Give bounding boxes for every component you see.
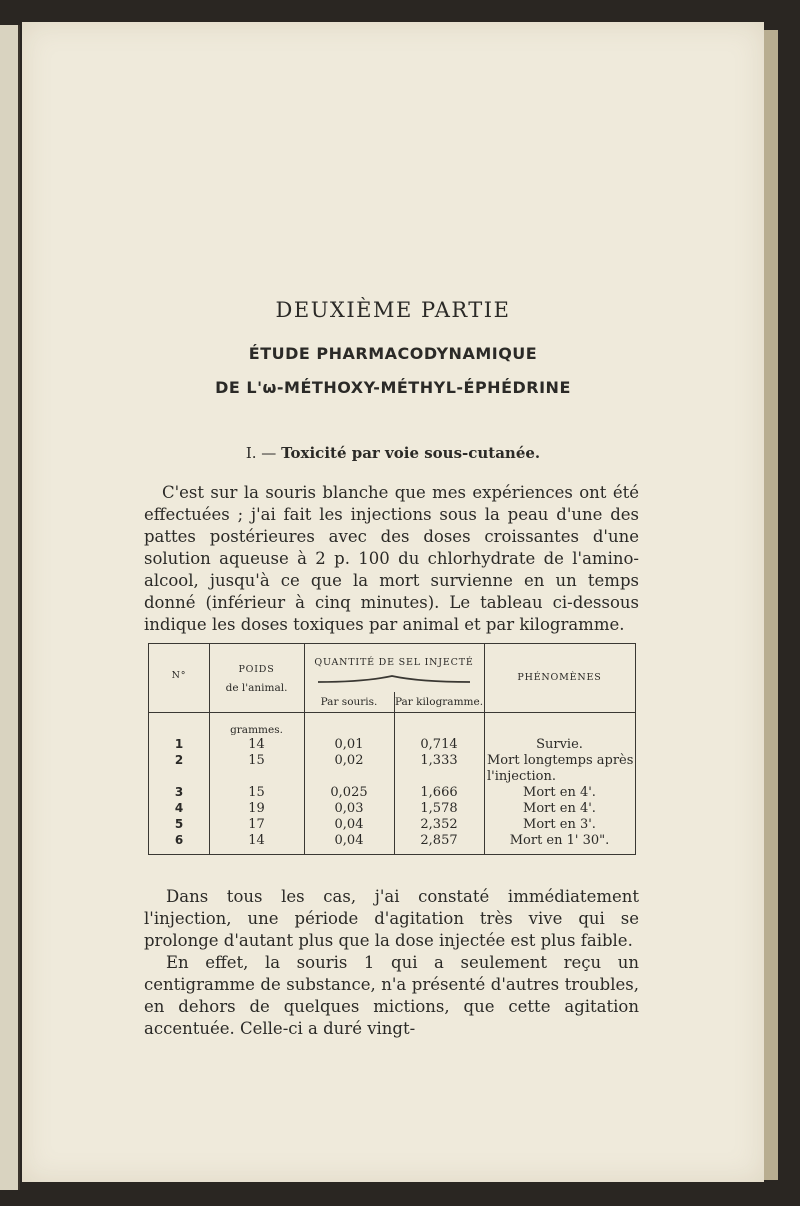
row-6-phen: Mort en 1' 30". bbox=[509, 833, 610, 848]
row-5-kg: 2,352 bbox=[420, 817, 458, 832]
row-4-phen: Mort en 4'. bbox=[523, 801, 596, 816]
row-1-no: 1 bbox=[174, 737, 184, 751]
book-page bbox=[22, 22, 764, 1182]
row-3-no: 3 bbox=[174, 785, 184, 799]
header-no: N° bbox=[171, 670, 187, 681]
row-1-kg: 0,714 bbox=[420, 737, 458, 752]
header-poids: POIDS bbox=[238, 664, 275, 675]
row-6-kg: 2,857 bbox=[420, 833, 458, 848]
row-6-no: 6 bbox=[174, 833, 184, 847]
toxicity-table bbox=[148, 643, 636, 855]
section-number: I. — bbox=[245, 444, 277, 462]
row-3-phen: Mort en 4'. bbox=[523, 785, 596, 800]
row-1-phen: Survie. bbox=[536, 737, 583, 752]
row-4-kg: 1,578 bbox=[420, 801, 458, 816]
header-phenomenes: PHÉNOMÈNES bbox=[517, 672, 602, 683]
row-5-no: 5 bbox=[174, 817, 184, 831]
subtitle-line-2: DE L'ω-MÉTHOXY-MÉTHYL-ÉPHÉDRINE bbox=[215, 378, 571, 397]
brace-ornament bbox=[304, 672, 484, 686]
row-4-poids: 19 bbox=[248, 801, 265, 816]
row-2-poids: 15 bbox=[248, 753, 265, 768]
header-par-kg: Par kilogramme. bbox=[394, 696, 484, 708]
row-5-poids: 17 bbox=[248, 817, 265, 832]
row-5-souris: 0,04 bbox=[334, 817, 364, 832]
section-heading bbox=[22, 444, 764, 462]
row-6-poids: 14 bbox=[248, 833, 265, 848]
row-6-souris: 0,04 bbox=[334, 833, 364, 848]
row-2-phen-cont: l'injection. bbox=[487, 769, 556, 784]
row-4-souris: 0,03 bbox=[334, 801, 364, 816]
row-1-souris: 0,01 bbox=[334, 737, 364, 752]
previous-page-edge bbox=[0, 25, 20, 1190]
paragraph-souris-1: En effet, la souris 1 qui a seulement reçu un centigramme de substance, n'a présenté d'autres troubles, en dehors de quelques mictions, que cette agitation accentuée. Celle-ci a duré vingt- bbox=[144, 953, 639, 1038]
row-2-phen: Mort longtemps après bbox=[487, 753, 634, 768]
paragraph-intro: C'est sur la souris blanche que mes expériences ont été effectuées ; j'ai fait les injections sous la peau d'une des pattes postérieures avec des doses croissantes d'une solution aqueuse à 2 p. 100 du chlorhydrate de l'amino-alcool, jusqu'à ce que la mort survienne en un temps donné (inférieur à cinq minutes). Le tableau ci-dessous indique les doses toxiques par animal et par kilogramme. bbox=[144, 483, 639, 634]
row-2-no: 2 bbox=[174, 753, 184, 767]
row-1-poids: 14 bbox=[248, 737, 265, 752]
row-3-souris: 0,025 bbox=[330, 785, 368, 800]
section-title: Toxicité par voie sous-cutanée. bbox=[281, 444, 541, 462]
paragraph-observations: Dans tous les cas, j'ai constaté immédiatement l'injection, une période d'agitation très vive qui se prolonge d'autant plus que la dose injectée est plus faible. bbox=[144, 887, 639, 950]
row-4-no: 4 bbox=[174, 801, 184, 815]
row-2-souris: 0,02 bbox=[334, 753, 364, 768]
row-3-poids: 15 bbox=[248, 785, 265, 800]
unit-grammes: grammes. bbox=[230, 724, 283, 736]
row-3-kg: 1,666 bbox=[420, 785, 458, 800]
row-2-kg: 1,333 bbox=[420, 753, 458, 768]
subtitle-line-1: ÉTUDE PHARMACODYNAMIQUE bbox=[248, 344, 538, 363]
header-poids-sub: de l'animal. bbox=[225, 682, 288, 694]
part-title: DEUXIÈME PARTIE bbox=[275, 298, 511, 322]
header-par-souris: Par souris. bbox=[320, 696, 378, 708]
row-5-phen: Mort en 3'. bbox=[523, 817, 596, 832]
header-quantite: QUANTITÉ DE SEL INJECTÉ bbox=[314, 657, 474, 668]
